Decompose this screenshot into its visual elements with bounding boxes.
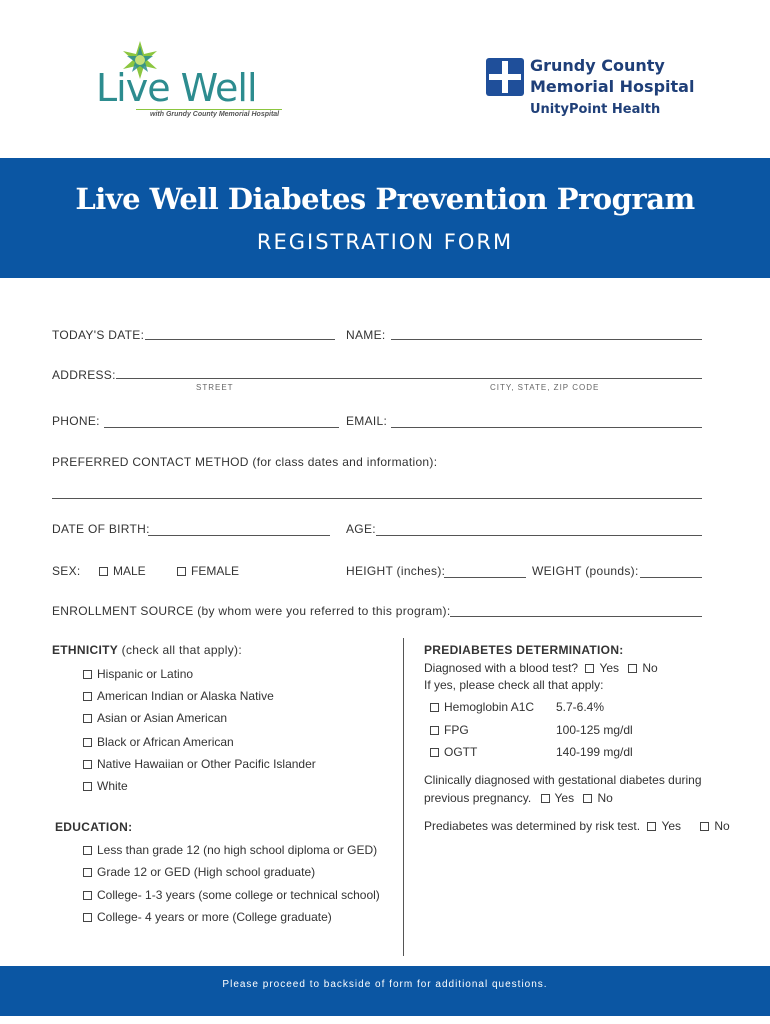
todays-date-label: TODAY'S DATE: — [52, 328, 145, 342]
preferred-contact-label: PREFERRED CONTACT METHOD (for class dates and information): — [52, 455, 438, 469]
footer-note: Please proceed to backside of form for additional questions. — [222, 979, 548, 990]
ogtt-checkbox[interactable] — [430, 748, 439, 757]
form-subtitle: REGISTRATION FORM — [256, 230, 514, 254]
enrollment-source-field[interactable] — [450, 616, 702, 617]
height-field[interactable] — [444, 577, 526, 578]
ethnicity-checkbox[interactable] — [83, 760, 92, 769]
ethnicity-checkbox[interactable] — [83, 670, 92, 679]
ethnicity-checkbox[interactable] — [83, 692, 92, 701]
hospital-name-line1: Grundy County — [530, 56, 665, 75]
live-well-tagline: with Grundy County Memorial Hospital — [150, 111, 280, 118]
phone-label: PHONE: — [52, 414, 100, 428]
program-title: Live Well Diabetes Prevention Program — [75, 182, 695, 216]
ethnicity-option[interactable]: American Indian or Alaska Native — [83, 689, 274, 703]
ethnicity-checkbox[interactable] — [83, 714, 92, 723]
education-option[interactable]: College- 1-3 years (some college or technical school) — [83, 888, 380, 902]
hospital-name-line2: Memorial Hospital — [530, 77, 695, 96]
todays-date-field[interactable] — [145, 339, 335, 340]
ethnicity-checkbox[interactable] — [83, 738, 92, 747]
sex-male-option[interactable] — [99, 564, 146, 578]
gestational-question-line1: Clinically diagnosed with gestational diabetes during — [424, 773, 702, 787]
male-label: MALE — [113, 564, 146, 578]
blood-test-yes-checkbox[interactable] — [585, 664, 594, 673]
live-well-wordmark: Live Well — [96, 66, 257, 110]
dob-field[interactable] — [148, 535, 330, 536]
risk-test-yes-checkbox[interactable] — [647, 822, 656, 831]
gestational-yes-checkbox[interactable] — [541, 794, 550, 803]
live-well-logo — [96, 40, 286, 120]
ogtt-range: 140-199 mg/dl — [556, 745, 633, 759]
hospital-logo — [486, 56, 716, 126]
phone-field[interactable] — [104, 427, 339, 428]
age-field[interactable] — [376, 535, 702, 536]
male-checkbox[interactable] — [99, 567, 108, 576]
ethnicity-option[interactable]: Native Hawaiian or Other Pacific Islander — [83, 757, 316, 771]
ethnicity-checkbox[interactable] — [83, 782, 92, 791]
height-label: HEIGHT (inches): — [346, 564, 446, 578]
gestational-no-checkbox[interactable] — [583, 794, 592, 803]
a1c-checkbox[interactable] — [430, 703, 439, 712]
education-checkbox[interactable] — [83, 913, 92, 922]
column-divider — [403, 638, 404, 956]
address-field[interactable] — [116, 378, 702, 379]
blood-test-no-checkbox[interactable] — [628, 664, 637, 673]
prediabetes-heading: PREDIABETES DETERMINATION: — [424, 643, 624, 657]
enrollment-source-label: ENROLLMENT SOURCE (by whom were you referred to this program): — [52, 604, 451, 618]
preferred-contact-field[interactable] — [52, 498, 702, 499]
ethnicity-option[interactable]: Black or African American — [83, 735, 234, 749]
ethnicity-heading: ETHNICITY (check all that apply): — [52, 643, 242, 657]
fpg-range: 100-125 mg/dl — [556, 723, 633, 737]
education-heading: EDUCATION: — [55, 820, 133, 834]
address-label: ADDRESS: — [52, 368, 116, 382]
fpg-checkbox[interactable] — [430, 726, 439, 735]
name-label: NAME: — [346, 328, 386, 342]
risk-test-no-checkbox[interactable] — [700, 822, 709, 831]
sex-label: SEX: — [52, 564, 81, 578]
gestational-question-line2: previous pregnancy. Yes No — [424, 791, 613, 805]
female-label: FEMALE — [191, 564, 240, 578]
weight-label: WEIGHT (pounds): — [532, 564, 639, 578]
education-checkbox[interactable] — [83, 846, 92, 855]
email-label: EMAIL: — [346, 414, 388, 428]
age-label: AGE: — [346, 522, 376, 536]
check-all-instruction: If yes, please check all that apply: — [424, 678, 604, 692]
hospital-affiliation: UnityPoint Health — [530, 102, 661, 117]
city-state-zip-caption: CITY, STATE, ZIP CODE — [490, 383, 600, 392]
title-banner — [0, 158, 770, 278]
education-checkbox[interactable] — [83, 891, 92, 900]
dob-label: DATE OF BIRTH: — [52, 522, 150, 536]
street-caption: STREET — [196, 383, 234, 392]
footer-bar — [0, 966, 770, 1016]
education-checkbox[interactable] — [83, 868, 92, 877]
name-field[interactable] — [391, 339, 702, 340]
hospital-cross-icon — [486, 58, 524, 96]
test-option-a1c[interactable]: Hemoglobin A1C — [430, 700, 534, 714]
blood-test-question: Diagnosed with a blood test? Yes No — [424, 661, 658, 675]
education-option[interactable]: Grade 12 or GED (High school graduate) — [83, 865, 315, 879]
test-option-ogtt[interactable]: OGTT — [430, 745, 477, 759]
female-checkbox[interactable] — [177, 567, 186, 576]
education-option[interactable]: Less than grade 12 (no high school diploma or GED) — [83, 843, 377, 857]
ethnicity-option[interactable]: Hispanic or Latino — [83, 667, 193, 681]
risk-test-question: Prediabetes was determined by risk test. Yes No — [424, 819, 730, 833]
sex-female-option[interactable] — [177, 564, 239, 578]
a1c-range: 5.7-6.4% — [556, 700, 605, 714]
email-field[interactable] — [391, 427, 702, 428]
ethnicity-option[interactable]: Asian or Asian American — [83, 711, 227, 725]
test-option-fpg[interactable]: FPG — [430, 723, 469, 737]
weight-field[interactable] — [640, 577, 702, 578]
ethnicity-option[interactable]: White — [83, 779, 128, 793]
education-option[interactable]: College- 4 years or more (College graduate) — [83, 910, 332, 924]
